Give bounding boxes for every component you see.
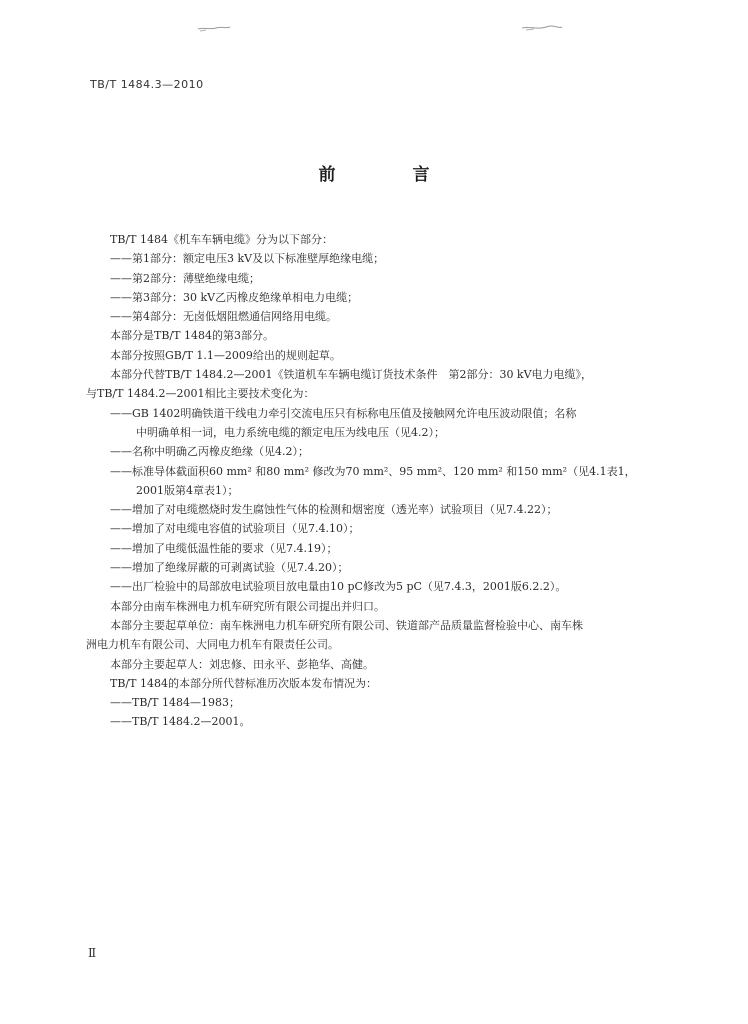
scan-artifact-left <box>196 20 232 34</box>
list-item-continuation: 2001版第4章表1）； <box>136 483 239 497</box>
paragraph: 本部分主要起草人：刘忠修、田永平、彭艳华、高健。 <box>110 657 374 671</box>
foreword-body <box>86 230 650 732</box>
list-item: ——TB/T 1484—1983； <box>110 696 240 710</box>
list-item: ——第3部分：30 kV乙丙橡皮绝缘单相电力电缆； <box>110 290 359 304</box>
list-item: ——增加了电缆低温性能的要求（见7.4.19）； <box>110 541 338 555</box>
paragraph: 本部分是TB/T 1484的第3部分。 <box>110 329 274 343</box>
list-item: ——GB 1402明确铁道干线电力牵引交流电压只有标称电压值及接触网允许电压波动限值；名称 <box>110 406 577 420</box>
standard-code: TB/T 1484.3—2010 <box>90 78 204 91</box>
list-item: ——第1部分：额定电压3 kV及以下标准壁厚绝缘电缆； <box>110 252 385 266</box>
list-item: ——增加了绝缘屏蔽的可剥离试验（见7.4.20）； <box>110 561 349 575</box>
list-item: ——名称中明确乙丙橡皮绝缘（见4.2）； <box>110 445 309 459</box>
list-item: ——第2部分：薄壁绝缘电缆； <box>110 271 260 285</box>
page-title: 前 言 <box>318 165 460 185</box>
list-item: ——第4部分：无卤低烟阻燃通信网络用电缆。 <box>110 310 337 324</box>
paragraph: TB/T 1484《机车车辆电缆》分为以下部分： <box>110 233 333 246</box>
list-item: ——增加了对电缆燃烧时发生腐蚀性气体的检测和烟密度（透光率）试验项目（见7.4.22）； <box>110 503 558 517</box>
paragraph: 本部分按照GB/T 1.1—2009给出的规则起草。 <box>110 348 341 362</box>
paragraph: 本部分由南车株洲电力机车研究所有限公司提出并归口。 <box>110 599 385 613</box>
paragraph: 本部分代替TB/T 1484.2—2001《铁道机车车辆电缆订货技术条件 第2部分：30 kV电力电缆》， <box>110 368 593 382</box>
paragraph: 本部分主要起草单位：南车株洲电力机车研究所有限公司、铁道部产品质量监督检验中心、南车株 <box>110 618 583 632</box>
paragraph: TB/T 1484的本部分所代替标准历次版本发布情况为： <box>110 676 377 690</box>
scan-artifact-right <box>520 20 564 34</box>
page-number: Ⅱ <box>88 946 97 960</box>
list-item: ——标准导体截面积60 mm² 和80 mm² 修改为70 mm²、95 mm²、120 mm² 和150 mm²（见4.1表1， <box>110 464 636 478</box>
list-item: ——TB/T 1484.2—2001。 <box>110 715 251 729</box>
paragraph: 洲电力机车有限公司、大同电力机车有限责任公司。 <box>86 638 339 652</box>
paragraph: 与TB/T 1484.2—2001相比主要技术变化为： <box>86 387 315 401</box>
list-item: ——出厂检验中的局部放电试验项目放电量由10 pC修改为5 pC（见7.4.3，2001版6.2.2）。 <box>110 580 567 594</box>
list-item: ——增加了对电缆电容值的试验项目（见7.4.10）； <box>110 522 360 536</box>
list-item-continuation: 中明确单相一词，电力系统电缆的额定电压为线电压（见4.2）； <box>136 425 445 439</box>
